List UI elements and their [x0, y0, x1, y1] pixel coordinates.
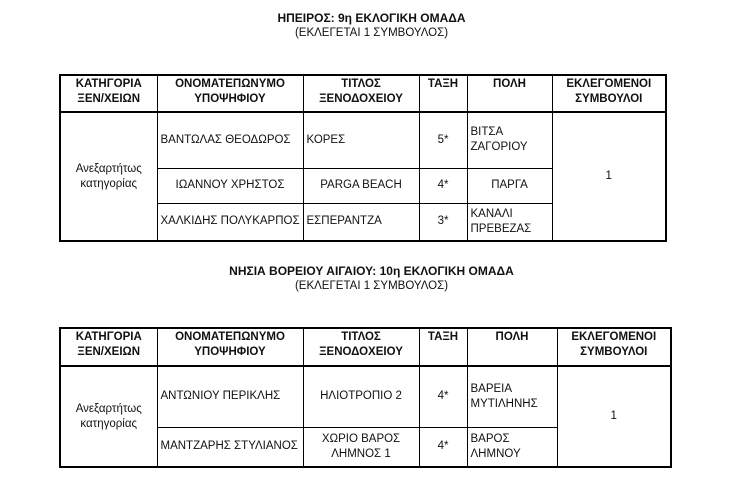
header-hotel-title: ΤΙΤΛΟΣ ΞΕΝΟΔΟΧΕΙΟΥ	[303, 75, 419, 112]
header-class: ΤΑΞΗ	[419, 75, 467, 112]
table-header-row	[60, 75, 666, 112]
elected-cell: 1	[552, 112, 666, 241]
hotel-cell: ΕΣΠΕΡΑΝΤΖΑ	[303, 203, 419, 241]
class-cell: 5*	[419, 112, 467, 168]
candidate-name-cell: ΜΑΝΤΖΑΡΗΣ ΣΤΥΛΙΑΝΟΣ	[157, 427, 303, 467]
city-cell: ΠΑΡΓΑ	[467, 168, 552, 203]
class-cell: 4*	[419, 366, 467, 427]
header-elected: ΕΚΛΕΓΟΜΕΝΟΙ ΣΥΜΒΟΥΛΟΙ	[552, 75, 666, 112]
header-hotel-title: ΤΙΤΛΟΣ ΞΕΝΟΔΟΧΕΙΟΥ	[303, 328, 419, 366]
header-category: ΚΑΤΗΓΟΡΙΑ ΞΕΝ/ΧΕΙΩΝ	[60, 328, 157, 366]
table-header-row	[60, 328, 671, 366]
section-subtitle: (ΕΚΛΕΓΕΤΑΙ 1 ΣΥΜΒΟΥΛΟΣ)	[294, 280, 449, 292]
header-candidate-name: ΟΝΟΜΑΤΕΠΩΝΥΜΟ ΥΠΟΨΗΦΙΟΥ	[157, 75, 303, 112]
section-subtitle: (ΕΚΛΕΓΕΤΑΙ 1 ΣΥΜΒΟΥΛΟΣ)	[294, 27, 449, 39]
hotel-cell: ΧΩΡΙΟ ΒΑΡΟΣ ΛΗΜΝΟΣ 1	[303, 427, 419, 467]
category-cell: Ανεξαρτήτως κατηγορίας	[60, 112, 157, 241]
candidate-name-cell: ΒΑΝΤΩΛΑΣ ΘΕΟΔΩΡΟΣ	[157, 112, 303, 168]
city-cell: ΒΑΡΟΣ ΛΗΜΝΟΥ	[467, 427, 557, 467]
hotel-cell: ΚΟΡΕΣ	[303, 112, 419, 168]
header-candidate-name: ΟΝΟΜΑΤΕΠΩΝΥΜΟ ΥΠΟΨΗΦΙΟΥ	[157, 328, 303, 366]
category-cell: Ανεξαρτήτως κατηγορίας	[60, 366, 157, 467]
candidate-name-cell: ΧΑΛΚΙΔΗΣ ΠΟΛΥΚΑΡΠΟΣ	[157, 203, 303, 241]
class-cell: 3*	[419, 203, 467, 241]
header-class: ΤΑΞΗ	[419, 328, 467, 366]
header-elected: ΕΚΛΕΓΟΜΕΝΟΙ ΣΥΜΒΟΥΛΟΙ	[557, 328, 671, 366]
class-cell: 4*	[419, 427, 467, 467]
section-title: ΝΗΣΙΑ ΒΟΡΕΙΟΥ ΑΙΓΑΙΟΥ: 10η ΕΚΛΟΓΙΚΗ ΟΜΑΔΑ	[229, 264, 514, 278]
section-title: ΗΠΕΙΡΟΣ: 9η ΕΚΛΟΓΙΚΗ ΟΜΑΔΑ	[277, 11, 466, 25]
candidates-table	[59, 74, 667, 242]
city-cell: ΚΑΝΑΛΙ ΠΡΕΒΕΖΑΣ	[467, 203, 552, 241]
city-cell: ΒΙΤΣΑ ΖΑΓΟΡΙΟΥ	[467, 112, 552, 168]
hotel-cell: ΗΛΙΟΤΡΟΠΙΟ 2	[303, 366, 419, 427]
header-city: ΠΟΛΗ	[467, 75, 552, 112]
header-city: ΠΟΛΗ	[467, 328, 557, 366]
city-cell: ΒΑΡΕΙΑ ΜΥΤΙΛΗΝΗΣ	[467, 366, 557, 427]
candidates-table	[59, 327, 672, 468]
header-category: ΚΑΤΗΓΟΡΙΑ ΞΕΝ/ΧΕΙΩΝ	[60, 75, 157, 112]
candidate-name-cell: ΙΩΑΝΝΟΥ ΧΡΗΣΤΟΣ	[157, 168, 303, 203]
hotel-cell: PARGA BEACH	[303, 168, 419, 203]
candidate-name-cell: ΑΝΤΩΝΙΟΥ ΠΕΡΙΚΛΗΣ	[157, 366, 303, 427]
elected-cell: 1	[557, 366, 671, 467]
class-cell: 4*	[419, 168, 467, 203]
table-row	[60, 112, 666, 168]
table-row	[60, 366, 671, 427]
